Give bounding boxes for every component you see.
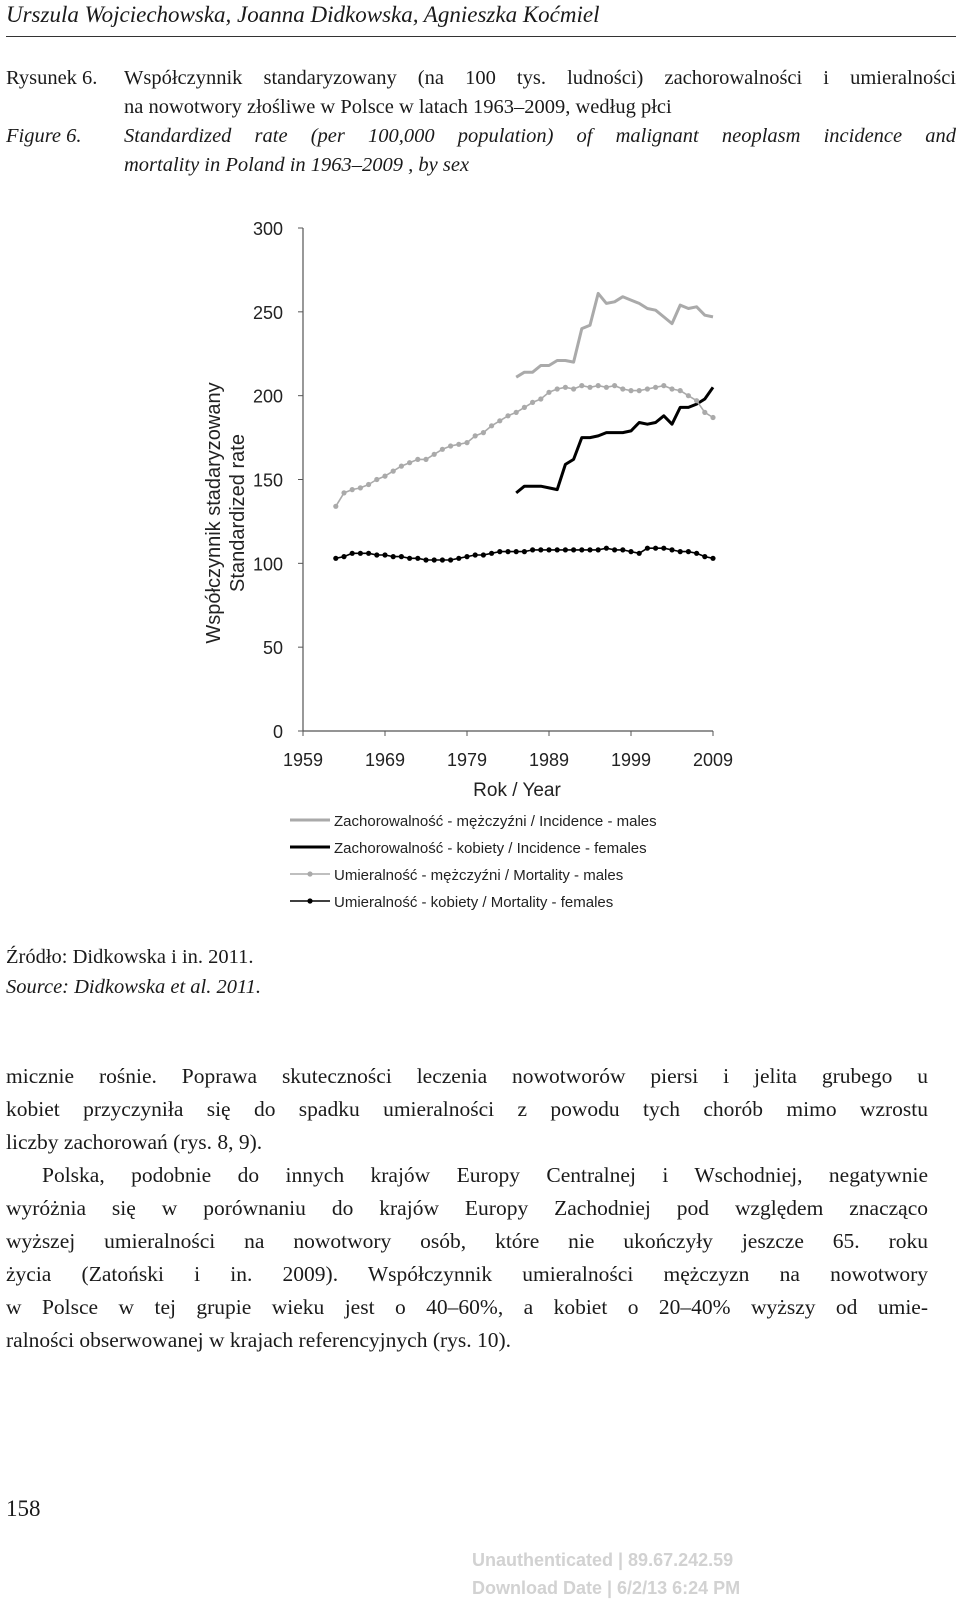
body-text	[6, 1060, 928, 1357]
data-point	[350, 487, 355, 492]
line-chart	[200, 208, 760, 940]
x-tick-label: 1989	[528, 750, 570, 770]
y-tick-label: 200	[252, 386, 283, 407]
chart-svg	[200, 208, 760, 940]
legend-label: Zachorowalność - kobiety / Incidence - females	[334, 840, 647, 857]
data-point	[555, 386, 560, 391]
data-point	[628, 549, 633, 554]
data-point	[415, 556, 420, 561]
data-point	[473, 433, 478, 438]
data-point	[628, 388, 633, 393]
data-point	[678, 549, 683, 554]
data-point	[374, 552, 379, 557]
data-point	[686, 393, 691, 398]
data-point	[382, 552, 387, 557]
data-point	[563, 547, 568, 552]
data-point	[333, 556, 338, 561]
data-point	[407, 460, 412, 465]
data-point	[423, 557, 428, 562]
series-3	[333, 383, 715, 509]
data-point	[571, 386, 576, 391]
data-point	[407, 556, 412, 561]
watermark	[472, 1546, 772, 1602]
y-axis-label-en: Standardized rate	[227, 434, 249, 592]
data-point	[366, 482, 371, 487]
watermark-line1: Unauthenticated | 89.67.242.59	[472, 1550, 734, 1570]
data-point	[579, 383, 584, 388]
header-authors: Urszula Wojciechowska, Joanna Didkowska, Agnieszka Koćmiel	[6, 2, 600, 27]
series-line	[336, 386, 713, 507]
body-line: wyróżnia się w porównaniu do krajów Europy Zachodniej pod względem znacząco	[6, 1196, 928, 1220]
legend-label: Umieralność - kobiety / Mortality - females	[334, 894, 614, 911]
data-point	[333, 504, 338, 509]
x-tick-label: 1969	[364, 750, 406, 770]
caption-pl-line1: Współczynnik standaryzowany (na 100 tys. ludności) zachorowalności i umieralności	[124, 67, 956, 89]
data-point	[456, 442, 461, 447]
data-point	[596, 547, 601, 552]
caption-en-line2: mortality in Poland in 1963–2009 , by sex	[124, 154, 470, 176]
y-tick-label: 50	[262, 638, 283, 659]
data-point	[694, 398, 699, 403]
y-tick-label: 300	[252, 219, 283, 239]
watermark-line2: Download Date | 6/2/13 6:24 PM	[472, 1578, 741, 1598]
legend-marker	[307, 898, 312, 903]
data-point	[481, 552, 486, 557]
data-point	[596, 383, 601, 388]
data-point	[694, 551, 699, 556]
body-line: liczby zachorowań (rys. 8, 9).	[6, 1130, 263, 1154]
data-point	[686, 549, 691, 554]
y-axis-label-pl: Współczynnik stadaryzowany	[203, 382, 225, 644]
data-point	[399, 464, 404, 469]
data-point	[587, 547, 592, 552]
header-rule	[6, 36, 956, 37]
data-point	[555, 547, 560, 552]
source-pl: Źródło: Didkowska i in. 2011.	[6, 946, 254, 968]
caption-pl-line2: na nowotwory złośliwe w Polsce w latach 1963–2009, według płci	[124, 96, 672, 118]
body-line: Polska, podobnie do innych krajów Europy Centralnej i Wschodniej, negatywnie	[42, 1163, 928, 1187]
data-point	[620, 547, 625, 552]
legend	[290, 813, 657, 911]
legend-marker	[307, 871, 312, 876]
data-point	[563, 385, 568, 390]
data-point	[432, 452, 437, 457]
data-point	[710, 556, 715, 561]
source-en: Source: Didkowska et al. 2011.	[6, 976, 262, 998]
caption-en-line1: Standardized rate (per 100,000 population) of malignant neoplasm incidence and	[124, 125, 956, 147]
data-point	[464, 440, 469, 445]
data-point	[391, 554, 396, 559]
data-point	[645, 386, 650, 391]
data-point	[604, 385, 609, 390]
data-point	[669, 386, 674, 391]
data-point	[710, 415, 715, 420]
data-point	[440, 557, 445, 562]
figure-caption	[6, 64, 956, 180]
figure-source	[6, 942, 261, 1002]
data-point	[571, 547, 576, 552]
series-1	[516, 293, 713, 377]
body-line: w Polsce w tej grupie wieku jest o 40–60%, a kobiet o 20–40% wyższy od umie-	[6, 1295, 928, 1319]
x-tick-label: 1979	[446, 750, 488, 770]
data-point	[702, 410, 707, 415]
data-point	[341, 490, 346, 495]
series-line	[516, 293, 713, 377]
data-point	[489, 551, 494, 556]
data-point	[530, 400, 535, 405]
running-header	[6, 0, 956, 36]
data-point	[653, 385, 658, 390]
series-line	[516, 387, 713, 493]
data-point	[456, 556, 461, 561]
body-line: wyższej umieralności na nowotwory osób, które nie ukończyły jeszcze 65. roku	[6, 1229, 928, 1253]
body-line: kobiet przyczyniła się do spadku umieralności z powodu tych chorób mimo wzrostu	[6, 1097, 928, 1121]
data-point	[538, 396, 543, 401]
data-point	[637, 551, 642, 556]
body-line: życia (Zatoński i in. 2009). Współczynnik umieralności mężczyzn na nowotwory	[6, 1262, 928, 1286]
data-point	[382, 474, 387, 479]
y-tick-label: 150	[252, 470, 283, 491]
data-point	[514, 410, 519, 415]
data-point	[399, 554, 404, 559]
data-point	[612, 547, 617, 552]
data-point	[464, 554, 469, 559]
data-point	[448, 443, 453, 448]
x-tick-label: 1959	[282, 750, 324, 770]
data-point	[546, 390, 551, 395]
x-tick-label: 2009	[692, 750, 734, 770]
data-point	[505, 549, 510, 554]
data-point	[440, 447, 445, 452]
x-axis-label: Rok / Year	[473, 780, 561, 801]
data-point	[661, 546, 666, 551]
data-point	[678, 388, 683, 393]
y-tick-label: 250	[252, 302, 283, 323]
data-point	[514, 549, 519, 554]
data-point	[358, 551, 363, 556]
data-point	[366, 551, 371, 556]
data-point	[645, 546, 650, 551]
body-line: ralności obserwowanej w krajach referencyjnych (rys. 10).	[6, 1328, 512, 1352]
data-point	[423, 457, 428, 462]
data-point	[612, 383, 617, 388]
data-point	[522, 405, 527, 410]
data-point	[497, 549, 502, 554]
data-point	[637, 388, 642, 393]
data-point	[587, 385, 592, 390]
data-point	[358, 485, 363, 490]
data-point	[374, 477, 379, 482]
data-point	[489, 423, 494, 428]
data-point	[669, 547, 674, 552]
data-point	[620, 386, 625, 391]
data-point	[481, 430, 486, 435]
data-point	[604, 546, 609, 551]
data-point	[505, 413, 510, 418]
data-point	[350, 551, 355, 556]
data-point	[530, 547, 535, 552]
legend-label: Umieralność - mężczyźni / Mortality - males	[334, 867, 624, 884]
data-point	[497, 418, 502, 423]
caption-pl-label: Rysunek 6.	[6, 67, 98, 89]
data-point	[341, 554, 346, 559]
y-tick-label: 100	[252, 554, 283, 575]
x-tick-label: 1999	[610, 750, 652, 770]
body-line: micznie rośnie. Poprawa skuteczności leczenia nowotworów piersi i jelita grubego u	[6, 1064, 928, 1088]
caption-en-label: Figure 6.	[6, 125, 82, 147]
data-point	[391, 469, 396, 474]
data-point	[432, 557, 437, 562]
series-2	[516, 387, 713, 493]
data-point	[473, 552, 478, 557]
data-point	[702, 554, 707, 559]
page-number: 158	[6, 1496, 41, 1521]
legend-label: Zachorowalność - mężczyźni / Incidence - males	[334, 813, 657, 830]
y-tick-label: 0	[272, 722, 283, 742]
data-point	[522, 549, 527, 554]
data-point	[448, 557, 453, 562]
series-4	[333, 546, 715, 563]
data-point	[538, 547, 543, 552]
data-point	[546, 547, 551, 552]
data-point	[653, 546, 658, 551]
data-point	[415, 457, 420, 462]
data-point	[661, 383, 666, 388]
data-point	[579, 547, 584, 552]
